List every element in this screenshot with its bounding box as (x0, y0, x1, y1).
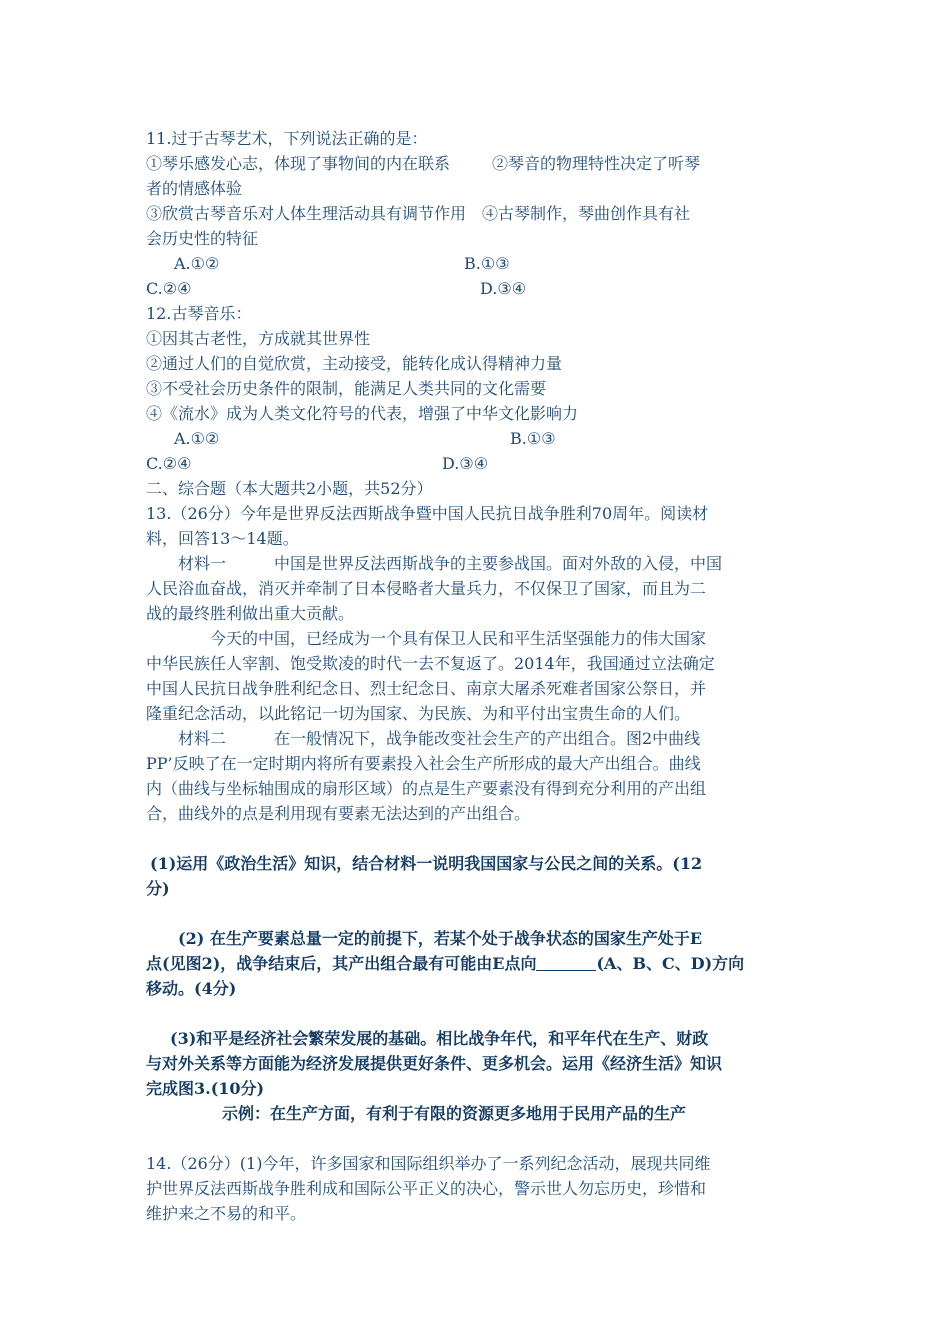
material-2-line-1 (146, 726, 811, 751)
material-1-line-1 (146, 551, 811, 576)
material-1-p2-line-1: 今天的中国，已经成为一个具有保卫人民和平生活坚强能力的伟大国家 (210, 629, 707, 648)
material-1-p2-line-2: 中华民族任人宰割、饱受欺凌的时代一去不复返了。2014年，我国通过立法确定 (146, 654, 715, 673)
sub-question-1-line-1: (1)运用《政治生活》知识，结合材料一说明我国国家与公民之间的关系。(12 (150, 854, 703, 873)
q11-choice-a: A.①② (174, 254, 220, 273)
q12-choice-a: A.①② (174, 429, 220, 448)
q11-choice-b: B.①③ (464, 254, 510, 273)
q11-option-4: ④古琴制作，琴曲创作具有社 (482, 204, 691, 223)
sub-question-2-line-3: 移动。(4分) (146, 979, 237, 998)
material-1-line-2: 人民浴血奋战，消灭并牵制了日本侵略者大量兵力，不仅保卫了国家，而且为二 (146, 579, 707, 598)
q12-choice-b: B.①③ (510, 429, 556, 448)
q11-option-4-cont: 会历史性的特征 (146, 229, 259, 248)
sub-question-3-line-3: 完成图3.(10分) (146, 1079, 265, 1098)
q12-choices-row-2 (146, 451, 811, 476)
q12-option-1: ①因其古老性，方成就其世界性 (146, 329, 371, 348)
q14-line-2: 护世界反法西斯战争胜利成和国际公平正义的决心，警示世人勿忘历史，珍惜和 (146, 1179, 707, 1198)
sub-question-3-line-2: 与对外关系等方面能为经济发展提供更好条件、更多机会。运用《经济生活》知识 (146, 1054, 723, 1073)
answer-blank[interactable] (536, 954, 596, 971)
q11-option-3: ③欣赏古琴音乐对人体生理活动具有调节作用 (146, 204, 467, 223)
material-1-p2-line-4: 隆重纪念活动，以此铭记一切为国家、为民族、为和平付出宝贵生命的人们。 (146, 704, 691, 723)
q12-choice-d: D.③④ (442, 454, 489, 473)
q13-stem-line-1: 13.（26分）今年是世界反法西斯战争暨中国人民抗日战争胜利70周年。阅读材 (146, 504, 709, 523)
sub-question-2-line-1: (2) 在生产要素总量一定的前提下，若某个处于战争状态的国家生产处于E (178, 929, 703, 948)
document-page (146, 126, 811, 1226)
sub-question-1-line-2: 分) (146, 879, 170, 898)
material-1-p2-line-3: 中国人民抗日战争胜利纪念日、烈士纪念日、南京大屠杀死难者国家公祭日，并 (146, 679, 707, 698)
q11-stem: 11.过于古琴艺术，下列说法正确的是： (146, 129, 428, 148)
material-1-text: 中国是世界反法西斯战争的主要参战国。面对外敌的入侵，中国 (274, 554, 723, 573)
q12-stem: 12.古琴音乐： (146, 304, 252, 323)
q11-choice-d: D.③④ (480, 279, 527, 298)
sub-question-2-text: 点(见图2)，战争结束后，其产出组合最有可能由E点向 (146, 954, 537, 973)
q14-line-1: 14.（26分）(1)今年，许多国家和国际组织举办了一系列纪念活动，展现共同维 (146, 1154, 711, 1173)
sub-question-3-example: 示例：在生产方面，有利于有限的资源更多地用于民用产品的生产 (222, 1104, 687, 1123)
q13-stem-line-2: 料，回答13～14题。 (146, 529, 299, 548)
material-2-label: 材料二 (178, 729, 227, 748)
material-1-label: 材料一 (178, 554, 227, 573)
material-2-text: 在一般情况下，战争能改变社会生产的产出组合。图2中曲线 (274, 729, 701, 748)
q12-choices-row-1 (146, 426, 811, 451)
q11-choices-row-1 (146, 251, 811, 276)
q11-options-row-2 (146, 201, 811, 226)
sub-question-2-line-2 (146, 951, 811, 976)
q11-option-1: ①琴乐感发心志，体现了事物间的内在联系 (146, 154, 451, 173)
q12-option-4: ④《流水》成为人类文化符号的代表，增强了中华文化影响力 (146, 404, 579, 423)
q12-option-3: ③不受社会历史条件的限制，能满足人类共同的文化需要 (146, 379, 547, 398)
sub-question-2-options: (A、B、C、D)方向 (596, 954, 745, 973)
material-2-line-3: 内（曲线与坐标轴围成的扇形区域）的点是生产要素没有得到充分利用的产出组 (146, 779, 707, 798)
q12-choice-c: C.②④ (146, 454, 192, 473)
section-2-title: 二、综合题（本大题共2小题，共52分） (146, 479, 433, 498)
q12-option-2: ②通过人们的自觉欣赏，主动接受，能转化成认得精神力量 (146, 354, 563, 373)
sub-question-3-line-1: (3)和平是经济社会繁荣发展的基础。相比战争年代，和平年代在生产、财政 (170, 1029, 709, 1048)
q11-choices-row-2 (146, 276, 811, 301)
q11-choice-c: C.②④ (146, 279, 192, 298)
material-1-line-3: 战的最终胜利做出重大贡献。 (146, 604, 355, 623)
q11-option-2-cont: 者的情感体验 (146, 179, 243, 198)
material-2-line-4: 合，曲线外的点是利用现有要素无法达到的产出组合。 (146, 804, 531, 823)
q14-line-3: 维护来之不易的和平。 (146, 1204, 307, 1223)
material-2-line-2: PP’反映了在一定时期内将所有要素投入社会生产所形成的最大产出组合。曲线 (146, 754, 701, 773)
q11-option-2: ②琴音的物理特性决定了听琴 (492, 154, 701, 173)
q11-options-row-1 (146, 151, 811, 176)
